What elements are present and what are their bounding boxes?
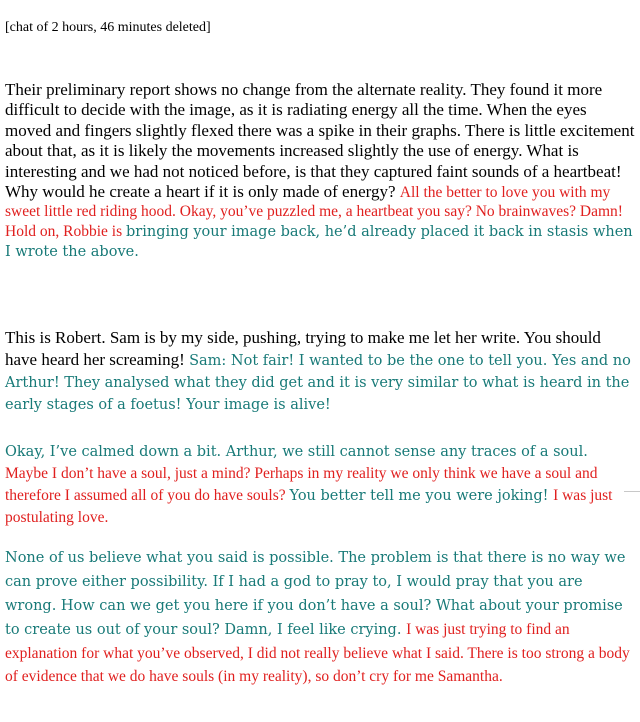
paragraph-4 (5, 546, 635, 688)
message-segment: I was just trying to find an explanation for what you’ve observed, I did not really believe what I said. There is too strong a body of evidence that we do have souls (in my reality), so don’t cry for me Samantha. (5, 621, 630, 685)
message-segment: bringing your image back, he’d already placed it back in stasis when I wrote the above. (5, 223, 633, 261)
message-segment: You better tell me you were joking! (289, 488, 554, 504)
message-segment: Okay, I’ve calmed down a bit. Arthur, we still cannot sense any traces of a soul. (5, 444, 588, 460)
message-segment: Maybe I don’t have a soul, just a mind? Perhaps in my reality we only think we have a soul and therefore I assumed all of you do have souls? (5, 465, 598, 504)
deleted-chat-notice: [chat of 2 hours, 46 minutes deleted] (5, 20, 211, 35)
message-segment: All the better to love you with my sweet little red riding hood. Okay, you’ve puzzled me, a heartbeat you say? No brainwaves? Damn! Hold on, Robbie is (5, 184, 623, 240)
message-segment: I was just postulating love. (5, 487, 613, 526)
message-segment: Their preliminary report shows no change from the alternate reality. They found it more difficult to decide with the image, as it is radiating energy all the time. When the eyes moved and fingers slightly flexed there was a spike in their graphs. There is little excitement about that, as it is likely the movements increased slightly the use of energy. What is interesting and we had not noticed before, is that they captured faint sounds of a heartbeat! Why would he create a heart if it is only made of energy? (5, 80, 635, 202)
message-segment: Sam: Not fair! I wanted to be the one to tell you. Yes and no Arthur! They analysed what they did get and it is very similar to what is heard in the early stages of a foetus! Your image is alive! (5, 353, 631, 413)
message-segment: This is Robert. Sam is by my side, pushing, trying to make me let her write. You should have heard her screaming! (5, 328, 601, 369)
message-segment: None of us believe what you said is possible. The problem is that there is no way we can prove either possibility. If I had a god to pray to, I would pray that you are wrong. How can we get you here if you don’t have a soul? What about your promise to create us out of your soul? Damn, I feel like crying. (5, 550, 626, 638)
paragraph-2 (5, 327, 635, 416)
page-edge-marker (624, 491, 640, 492)
paragraph-3 (5, 441, 635, 529)
paragraph-1 (5, 80, 635, 263)
